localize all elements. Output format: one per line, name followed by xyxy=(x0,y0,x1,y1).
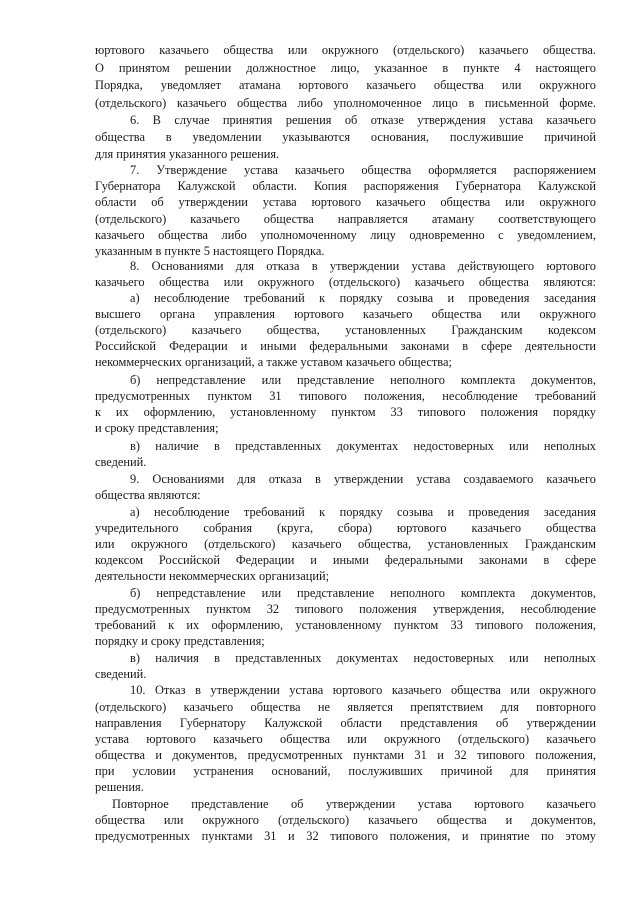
text-line: казачьего общества либо уполномоченному лицу одновременно с уведомлением, xyxy=(95,228,596,242)
text-line: предусмотренных пунктом 31 типового положения, несоблюдение требований xyxy=(95,389,596,403)
text-line: 7. Утверждение устава казачьего общества оформляется распоряжением xyxy=(130,163,596,177)
text-line: 10. Отказ в утверждении устава юртового казачьего общества или окружного xyxy=(130,683,596,697)
text-line: деятельности некоммерческих организаций; xyxy=(95,569,330,583)
text-line: решения. xyxy=(95,780,144,794)
text-line: 8. Основаниями для отказа в утверждении устава действующего юртового xyxy=(130,259,596,273)
text-line: сведений. xyxy=(95,667,147,681)
text-line: 9. Основаниями для отказа в утверждении устава создаваемого казачьего xyxy=(130,472,596,486)
text-line: указанным в пункте 5 настоящего Порядка. xyxy=(95,244,325,258)
text-line: юртового казачьего общества или окружного (отдельского) казачьего общества. xyxy=(95,43,596,57)
text-line: в) наличие в представленных документах недостоверных или неполных xyxy=(130,439,596,453)
text-line: направления Губернатору Калужской области представления об утверждении xyxy=(95,716,596,730)
text-line: высшего органа управления юртового казачьего общества или окружного xyxy=(95,307,596,321)
text-line: Губернатора Калужской области. Копия распоряжения Губернатора Калужской xyxy=(95,179,596,193)
text-line: казачьего общества или окружного (отдельского) казачьего общества являются: xyxy=(95,275,596,289)
text-line: предусмотренных пунктом 32 типового положения утверждения, несоблюдение xyxy=(95,602,596,616)
text-line: к их оформлению, установленному пунктом 33 типового положения порядку xyxy=(95,405,596,419)
text-line: общества в уведомлении указываются основания, послужившие причиной xyxy=(95,130,596,144)
text-line: порядку и сроку представления; xyxy=(95,634,265,648)
text-line: кодексом Российской Федерации и иными федеральными законами в сфере xyxy=(95,553,596,567)
text-line: общества и документов, предусмотренных пунктами 31 и 32 типового положения, xyxy=(95,748,596,762)
text-line: устава юртового казачьего общества или окружного (отдельского) казачьего xyxy=(95,732,596,746)
text-line: и сроку представления; xyxy=(95,421,219,435)
text-line: или окружного (отдельского) казачьего общества, установленных Гражданским xyxy=(95,537,596,551)
text-line: Повторное представление об утверждении устава юртового казачьего xyxy=(112,797,596,811)
text-line: предусмотренных пунктами 31 и 32 типового положения, и принятие по этому xyxy=(95,829,596,843)
text-line: учредительного собрания (круга, сбора) юртового казачьего общества xyxy=(95,521,596,535)
text-line: в) наличия в представленных документах недостоверных или неполных xyxy=(130,651,596,665)
text-line: а) несоблюдение требований к порядку созыва и проведения заседания xyxy=(130,505,596,519)
text-line: некоммерческих организаций, а также уставом казачьего общества; xyxy=(95,355,452,369)
text-line: требований к их оформлению, установленному пунктом 33 типового положения, xyxy=(95,618,596,632)
text-line: общества являются: xyxy=(95,488,201,502)
text-line: для принятия указанного решения. xyxy=(95,147,280,161)
text-line: области об утверждении устава юртового казачьего общества или окружного xyxy=(95,195,596,209)
text-line: б) непредставление или представление неполного комплекта документов, xyxy=(130,373,596,387)
text-line: (отдельского) казачьего общества либо уполномоченное лицо в письменной форме. xyxy=(95,96,596,110)
text-line: общества или окружного (отдельского) казачьего общества и документов, xyxy=(95,813,596,827)
text-line: а) несоблюдение требований к порядку созыва и проведения заседания xyxy=(130,291,596,305)
text-line: при условии устранения оснований, послуживших причиной для принятия xyxy=(95,764,596,778)
text-line: сведений. xyxy=(95,455,147,469)
text-line: Российской Федерации и иными федеральными законами в сфере деятельности xyxy=(95,339,596,353)
text-line: (отдельского) казачьего общества, установленных Гражданским кодексом xyxy=(95,323,596,337)
text-line: Порядка, уведомляет атамана юртового казачьего общества или окружного xyxy=(95,78,596,92)
text-line: (отдельского) казачьего общества направляется атаману соответствующего xyxy=(95,212,596,226)
text-line: (отдельского) казачьего общества не является препятствием для повторного xyxy=(95,700,596,714)
text-line: 6. В случае принятия решения об отказе утверждения устава казачьего xyxy=(130,113,596,127)
text-line: О принятом решении должностное лицо, указанное в пункте 4 настоящего xyxy=(95,61,596,75)
text-line: б) непредставление или представление неполного комплекта документов, xyxy=(130,586,596,600)
